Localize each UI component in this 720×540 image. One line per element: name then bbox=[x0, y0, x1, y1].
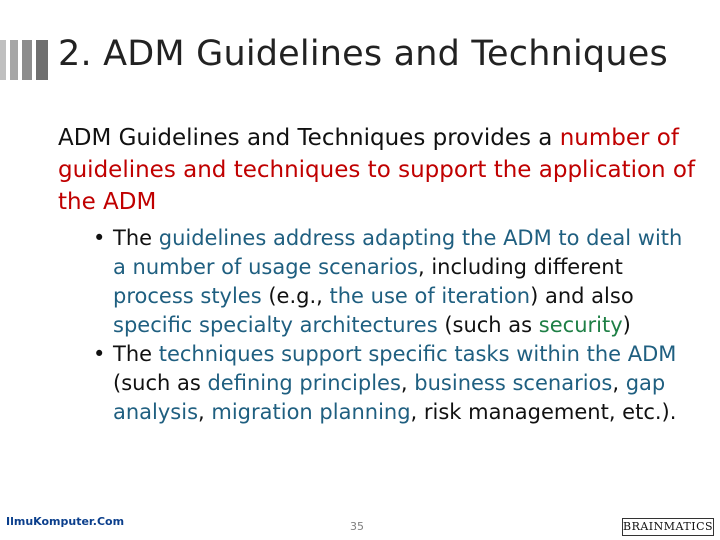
bullet-run: process styles bbox=[113, 284, 262, 308]
title-accent-bars bbox=[0, 40, 52, 80]
footer-brand-text: IlmuKomputer.Com bbox=[6, 515, 125, 528]
bullet-run: , risk management, etc.). bbox=[410, 400, 677, 424]
bullet-run: The bbox=[113, 342, 159, 366]
bullet-run: ) bbox=[622, 313, 631, 337]
footer-brand-logo bbox=[6, 516, 124, 529]
bullet-run: The bbox=[113, 226, 159, 250]
accent-bar bbox=[22, 40, 32, 80]
bullet-run: the use of iteration bbox=[329, 284, 531, 308]
bullet-item bbox=[93, 340, 698, 427]
bullet-run: guidelines address adapting the ADM to deal with a number of usage scenarios bbox=[113, 226, 683, 279]
page-number: 35 bbox=[350, 520, 364, 533]
bullet-run: (such as bbox=[113, 371, 208, 395]
accent-bar bbox=[36, 40, 48, 80]
bullet-list bbox=[58, 224, 698, 427]
bullet-run: (e.g., bbox=[261, 284, 330, 308]
slide-title: 2. ADM Guidelines and Techniques bbox=[58, 34, 668, 74]
accent-bar bbox=[0, 40, 6, 80]
accent-bar bbox=[10, 40, 18, 80]
bullet-run: security bbox=[538, 313, 623, 337]
bullet-run: migration planning bbox=[211, 400, 411, 424]
bullet-dot-icon: • bbox=[93, 342, 106, 366]
lead-paragraph bbox=[58, 122, 698, 218]
lead-run: ADM Guidelines and Techniques provides a bbox=[58, 125, 560, 151]
bullet-run: (such as bbox=[437, 313, 539, 337]
bullet-run: , bbox=[612, 371, 626, 395]
bullet-run: specific specialty architectures bbox=[113, 313, 438, 337]
bullet-run: techniques support specific tasks within the ADM bbox=[158, 342, 677, 366]
bullet-run: , including different bbox=[417, 255, 623, 279]
bullet-run: defining principles bbox=[207, 371, 401, 395]
lead-run: number of guidelines and techniques to support the application of the ADM bbox=[58, 125, 696, 215]
bullet-run: gap analysis bbox=[113, 371, 666, 424]
bullet-run: , bbox=[198, 400, 212, 424]
bullet-run: business scenarios bbox=[414, 371, 613, 395]
footer-logo: BRAINMATICS bbox=[622, 518, 714, 536]
bullet-dot-icon: • bbox=[93, 226, 106, 250]
bullet-run: ) and also bbox=[530, 284, 634, 308]
bullet-item bbox=[93, 224, 698, 340]
slide-body bbox=[58, 122, 698, 427]
bullet-run: , bbox=[400, 371, 415, 395]
